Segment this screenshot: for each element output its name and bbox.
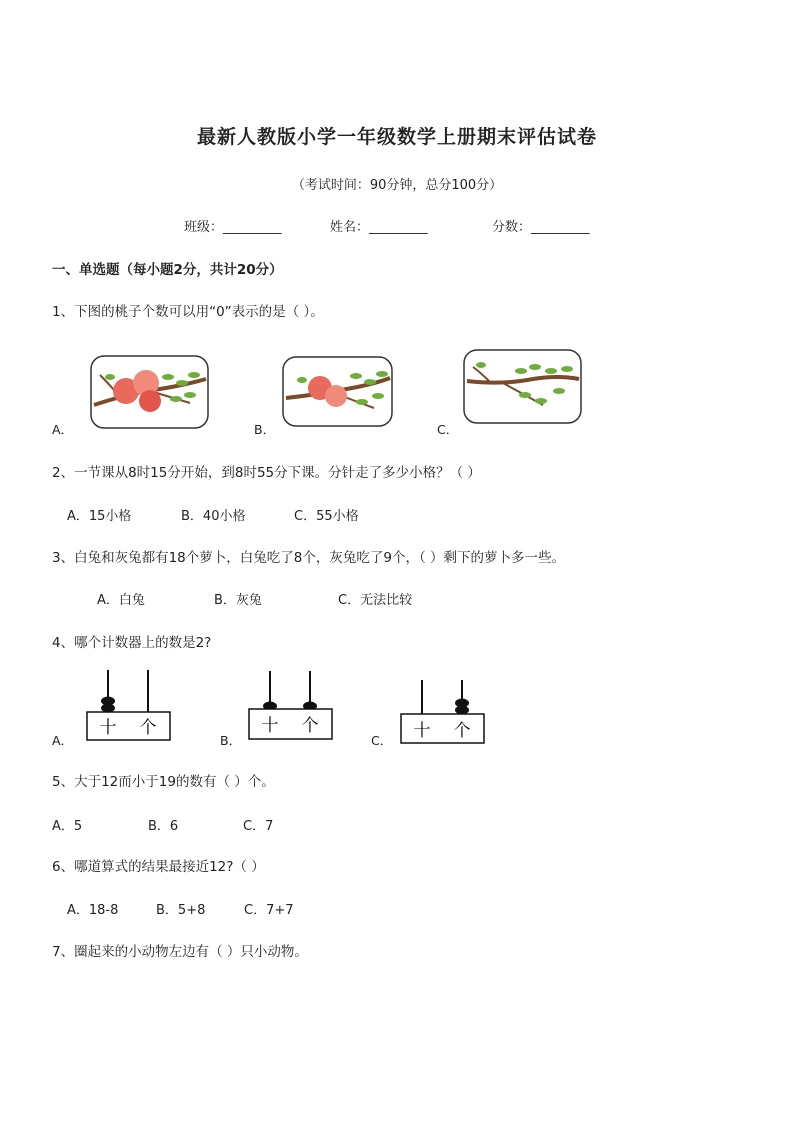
q2-option-c[interactable]: C．55小格 — [294, 509, 359, 524]
abacus-a-ones-label: 个 — [139, 718, 157, 738]
abacus-a-tens-label: 十 — [99, 718, 117, 738]
score-field[interactable] — [492, 216, 590, 235]
q1-option-a[interactable]: A． — [52, 422, 74, 437]
abacus-a — [86, 668, 172, 742]
question-6-text: 6、哪道算式的结果最接近12?（ ） — [52, 859, 265, 875]
q2-option-b[interactable]: B．40小格 — [181, 509, 246, 524]
q5-option-b[interactable]: B．6 — [148, 819, 179, 834]
abacus-b-tens-label: 十 — [261, 716, 279, 736]
q3-option-a[interactable]: A．白兔 — [97, 593, 145, 608]
abacus-c-ones-label: 个 — [453, 721, 471, 741]
name-blank: _________ — [369, 220, 428, 235]
q4-option-a[interactable]: A． — [52, 733, 74, 748]
peach-branch-image-a — [90, 355, 210, 430]
abacus-c — [400, 678, 486, 746]
score-blank: _________ — [531, 220, 590, 235]
name-label: 姓名： — [330, 220, 370, 235]
question-5-text: 5、大于12而小于19的数有（ ）个。 — [52, 774, 275, 790]
q3-option-c[interactable]: C．无法比较 — [338, 593, 413, 608]
page-title: 最新人教版小学一年级数学上册期末评估试卷 — [196, 126, 597, 148]
question-3-text: 3、白兔和灰兔都有18个萝卜，白兔吃了8个，灰兔吃了9个，（ ）剩下的萝卜多一些。 — [52, 550, 565, 566]
section-title: 一、单选题（每小题2分，共计20分） — [52, 262, 283, 278]
q5-option-a[interactable]: A．5 — [52, 819, 83, 834]
peach-branch-image-c — [463, 349, 583, 425]
abacus-c-tens-label: 十 — [413, 721, 431, 741]
q5-option-c[interactable]: C．7 — [243, 819, 274, 834]
class-blank: _________ — [223, 220, 282, 235]
q6-option-c[interactable]: C．7+7 — [244, 903, 294, 918]
q6-option-b[interactable]: B．5+8 — [156, 903, 206, 918]
exam-info: （考试时间：90分钟，总分100分） — [291, 178, 503, 193]
question-7-text: 7、圈起来的小动物左边有（ ）只小动物。 — [52, 944, 308, 960]
question-2-text: 2、一节课从8时15分开始，到8时55分下课。分针走了多少小格？（ ） — [52, 465, 481, 481]
q6-option-a[interactable]: A．18-8 — [67, 903, 119, 918]
score-label: 分数： — [492, 220, 532, 235]
abacus-b — [248, 669, 334, 743]
q1-option-c[interactable]: C． — [437, 422, 459, 437]
peach-branch-image-b — [282, 356, 394, 428]
class-field[interactable] — [184, 216, 282, 235]
class-label: 班级： — [184, 220, 224, 235]
q3-option-b[interactable]: B．灰兔 — [214, 593, 262, 608]
question-1-text: 1、下图的桃子个数可以用“0”表示的是（ ）。 — [52, 304, 324, 320]
q4-option-c[interactable]: C． — [371, 733, 393, 748]
q1-option-b[interactable]: B． — [254, 422, 276, 437]
name-field[interactable] — [330, 216, 428, 235]
q4-option-b[interactable]: B． — [220, 733, 242, 748]
question-4-text: 4、哪个计数器上的数是2? — [52, 635, 212, 651]
q2-option-a[interactable]: A．15小格 — [67, 509, 132, 524]
abacus-b-ones-label: 个 — [301, 716, 319, 736]
